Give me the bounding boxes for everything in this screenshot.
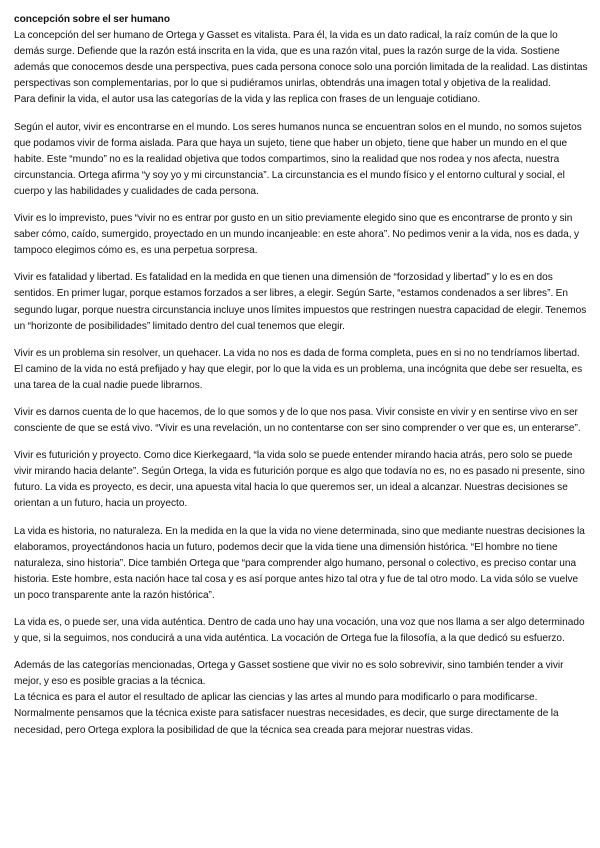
paragraph-fatalidad-y-libertad: Vivir es fatalidad y libertad. Es fatalidad en la medida en que tienen una dimensión de “forzosidad y libertad” y lo es en dos sentidos. En primer lugar, porque estamos forzados a ser libres, a elegir. Según Sarte, “estamos condenados a ser libres”. En segundo lugar, porque nuestra circunstancia incluye unos límites impuestos que restringen nuestra capacidad de elegir. Tenemos un “horizonte de posibilidades” limitado dentro del cual tenemos que elegir.	[14, 272, 587, 332]
document-body	[14, 12, 588, 750]
paragraph-vida-autentica: La vida es, o puede ser, una vida auténtica. Dentro de cada uno hay una vocación, una voz que nos llama a ser algo determinado y que, si la seguimos, nos conducirá a una vida auténtica. La vocación de Ortega fue la filosofía, a la que dedicó su esfuerzo.	[14, 617, 585, 645]
paragraph-lo-imprevisto: Vivir es lo imprevisto, pues “vivir no es entrar por gusto en un sitio previamente elegido sino que es encontrarse de pronto y sin saber cómo, caído, sumergido, proyectado en un mundo incanjeable: en este ahora”. No pedimos venir a la vida, nos es dada, y tampoco elegimos cómo es, es una perpetua sorpresa.	[14, 213, 580, 257]
paragraph-futuricion-y-proyecto: Vivir es futurición y proyecto. Como dice Kierkegaard, “la vida solo se puede entender mirando hacia atrás, pero solo se puede vivir mirando hacia delante”. Según Ortega, la vida es futurición porque es algo que todavía no es, no es pasado ni presente, sino futuro. La vida es proyecto, es decir, una apuesta vital hacia lo que queremos ser, un ideal a alcanzar. Nuestras decisiones se orientan a un futuro, hacia un proyecto.	[14, 450, 585, 510]
document-title: concepción sobre el ser humano	[14, 14, 171, 25]
paragraph-la-tecnica: La técnica es para el autor el resultado de aplicar las ciencias y las artes al mundo para modificarlo o para modificarse. Normalmente pensamos que la técnica existe para satisfacer nuestras necesidades, es decir, que surge directamente de la necesidad, pero Ortega explora la posibilidad de que la técnica sea creada para mejorar nuestras vidas.	[14, 692, 559, 736]
paragraph-define-life: Para definir la vida, el autor usa las categorías de la vida y las replica con frases de un lenguaje cotidiano.	[14, 94, 481, 106]
paragraph-intro: La concepción del ser humano de Ortega y Gasset es vitalista. Para él, la vida es un dato radical, la raíz común de la que lo demás surge. Defiende que la razón está inscrita en la vida, que es una razón vital, pues la razón surge de la vida. Sostiene además que conocemos desde una perspectiva, pues cada persona conoce solo una porción limitada de la realidad. Las distintas perspectivas son complementarias, por lo que si pudiéramos unirlas, obtendrás una imagen total y objetiva de la realidad.	[14, 30, 588, 90]
paragraph-vivir-mejor: Además de las categorías mencionadas, Ortega y Gasset sostiene que vivir no es solo sobrevivir, sino también tender a vivir mejor, y eso es posible gracias a la técnica.	[14, 660, 564, 688]
paragraph-encontrarse-en-el-mundo: Según el autor, vivir es encontrarse en el mundo. Los seres humanos nunca se encuentran solos en el mundo, no somos sujetos que podamos vivir de forma aislada. Para que haya un sujeto, tiene que haber un objeto, tiene que haber un mundo en el que habite. Este “mundo” no es la realidad objetiva que todos compartimos, sino la realidad que nos rodea y nos afecta, nuestra circunstancia. Ortega afirma “y soy yo y mi circunstancia”. La circunstancia es el mundo físico y el entorno cultural y social, el cuerpo y las habilidades y cualidades de cada persona.	[14, 121, 582, 197]
paragraph-problema-sin-resolver: Vivir es un problema sin resolver, un quehacer. La vida no nos es dada de forma completa, pues en si no no tendríamos libertad. El camino de la vida no está prefijado y hay que elegir, por lo que la vida es un problema, una incógnita que debe ser resuelta, es una tarea de la cual nadie puede librarnos.	[14, 347, 583, 391]
paragraph-historia-no-naturaleza: La vida es historia, no naturaleza. En la medida en la que la vida no viene determinada, sino que mediante nuestras decisiones la elaboramos, proyectándonos hacia un futuro, podemos decir que la vida tiene una dimensión histórica. “El hombre no tiene naturaleza, sino historia”. Dice también Ortega que “para comprender algo humano, personal o colectivo, es preciso contar una historia. Este hombre, esta nación hace tal cosa y es así porque antes hizo tal otra y fue de tal otro modo. La vida sólo se vuelve un poco transparente ante la razón histórica”.	[14, 525, 585, 601]
paragraph-darnos-cuenta: Vivir es darnos cuenta de lo que hacemos, de lo que somos y de lo que nos pasa. Vivir consiste en vivir y en sentirse vivo en ser consciente de que se está vivo. “Vivir es una revelación, un no contentarse con ser sino comprender o ver que es, un enterarse”.	[14, 406, 581, 435]
